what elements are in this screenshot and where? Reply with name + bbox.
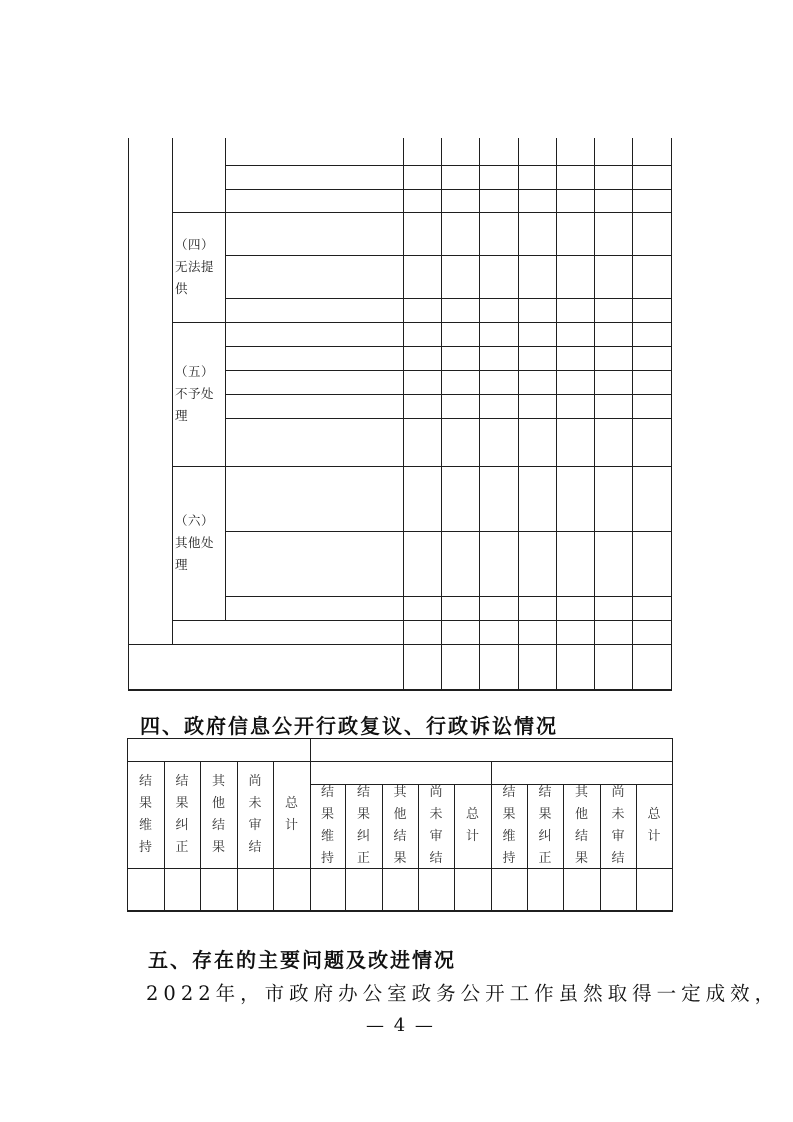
row-value [632,394,671,418]
row-value [479,298,518,322]
row-value [403,531,441,596]
table-rule [491,761,492,911]
row-value [518,298,556,322]
row-value [632,531,671,596]
row-value [556,255,594,298]
row-label [225,596,403,620]
row-value [441,531,479,596]
row-label [225,346,403,370]
row-value [403,466,441,531]
review-litigation-value [600,868,636,910]
column-header-text: 结果纠正 [356,785,370,866]
row-value [518,466,556,531]
row-value [518,418,556,466]
column-header-text: 结果维持 [502,785,516,866]
row-value [518,255,556,298]
row-value [479,531,518,596]
row-value [594,212,632,255]
row-value [479,418,518,466]
row-value [518,370,556,394]
review-column-header [200,761,237,868]
group-label-line: 其他处 [175,535,215,550]
row-value [594,531,632,596]
total-value [518,620,556,644]
row-value [441,466,479,531]
row-value [479,596,518,620]
direct-suit-column-header [454,784,491,868]
group-label-line: （五） [175,364,215,379]
carryover-value [632,644,671,690]
total-value [403,620,441,644]
row-value [556,298,594,322]
row-label [225,418,403,466]
review-litigation-value [454,868,491,910]
row-value [594,165,632,189]
table-rule [636,784,637,911]
row-value [441,298,479,322]
after-review-header [491,761,672,784]
row-value [441,596,479,620]
total-value [479,620,518,644]
row-value [632,298,671,322]
row-value [556,596,594,620]
row-value [479,370,518,394]
row-value [594,418,632,466]
row-value [518,346,556,370]
row-value [632,322,671,346]
review-litigation-value [237,868,273,910]
table-rule [172,466,225,467]
column-header-text: 尚未审结 [429,785,443,866]
column-header-text: 结果维持 [138,773,152,855]
total-value [594,620,632,644]
row-value [441,394,479,418]
after-review-column-header [527,784,563,868]
carryover-value [403,644,441,690]
table-rule [172,322,225,323]
review-litigation-value [636,868,672,910]
group-label-line: 理 [175,557,189,572]
table-rule [594,138,595,690]
row-value [403,322,441,346]
row-value [441,212,479,255]
review-column-header [127,761,164,868]
group-label-line: 不予处 [175,386,215,401]
row-value [518,212,556,255]
row-value [403,394,441,418]
section-5-heading: 五、存在的主要问题及改进情况 [148,948,456,972]
group-label-line: 供 [175,281,189,296]
table-rule [273,761,274,911]
review-litigation-value [563,868,600,910]
column-header-text: 其他结果 [211,773,225,855]
row-value [632,370,671,394]
column-header-text: 其他结果 [393,785,407,866]
row-value [632,418,671,466]
carryover-value [441,644,479,690]
review-litigation-value [127,868,164,910]
review-column-header [273,761,310,868]
carryover-label [128,644,403,690]
row-value [479,138,518,165]
row-value [441,322,479,346]
row-value [441,370,479,394]
row-value [403,255,441,298]
row-value [556,418,594,466]
direct-suit-column-header [382,784,418,868]
row-value [556,370,594,394]
review-litigation-value [200,868,237,910]
total-value [556,620,594,644]
row-value [441,346,479,370]
row-label [225,531,403,596]
row-value [479,394,518,418]
table-rule [527,784,528,911]
row-value [556,189,594,212]
row-value [632,189,671,212]
row-value [594,298,632,322]
carryover-value [594,644,632,690]
table-rule [672,738,673,911]
review-litigation-value [345,868,382,910]
row-value [594,189,632,212]
row-value [479,322,518,346]
after-review-column-header [563,784,600,868]
row-value [594,596,632,620]
row-value [403,370,441,394]
row-value [479,466,518,531]
carryover-value [479,644,518,690]
row-value [403,596,441,620]
row-value [403,165,441,189]
row-value [479,165,518,189]
column-header-text: 尚未审结 [248,773,262,855]
row-value [594,394,632,418]
review-litigation-value [418,868,454,910]
row-value [518,138,556,165]
table-rule [237,761,238,911]
row-value [518,322,556,346]
review-litigation-value [310,868,345,910]
row-value [632,346,671,370]
column-header-text: 结果纠正 [175,773,189,855]
total-value [632,620,671,644]
row-value [594,322,632,346]
section-4-heading: 四、政府信息公开行政复议、行政诉讼情况 [140,714,558,738]
table-rule [454,784,455,911]
row-label [225,394,403,418]
row-value [594,466,632,531]
table-rule [345,784,346,911]
row-value [441,189,479,212]
row-value [403,212,441,255]
row-label [225,165,403,189]
table-rule [164,761,165,911]
row-value [632,165,671,189]
carryover-value [556,644,594,690]
row-value [632,138,671,165]
row-value [594,370,632,394]
group-label-line: 无法提 [175,259,215,274]
direct-suit-column-header [345,784,382,868]
row-value [479,212,518,255]
row-value [556,346,594,370]
litigation-header [310,738,672,761]
page-number: — 4 — [366,1015,435,1036]
table-rule [632,138,633,690]
row-value [632,255,671,298]
row-value [441,138,479,165]
group-label-line: （四） [175,237,215,252]
table-rule [172,212,225,213]
row-value [441,255,479,298]
row-value [403,298,441,322]
total-value [441,620,479,644]
row-value [594,346,632,370]
row-value [518,189,556,212]
review-litigation-value [527,868,563,910]
row-value [556,138,594,165]
column-header-text: 总计 [465,807,479,844]
table-rule [127,868,673,869]
row-value [556,466,594,531]
row-value [632,596,671,620]
review-litigation-value [382,868,418,910]
table-rule [403,138,404,690]
row-label [225,370,403,394]
column-header-text: 尚未审结 [611,785,625,866]
row-label [225,322,403,346]
direct-suit-header [310,761,491,784]
review-litigation-value [164,868,200,910]
row-value [403,138,441,165]
row-value [518,531,556,596]
table-rule [671,138,672,690]
row-value [403,346,441,370]
row-value [518,394,556,418]
row-value [403,418,441,466]
review-litigation-value [273,868,310,910]
review-column-header [164,761,200,868]
row-value [594,255,632,298]
group-label-six [172,466,225,620]
carryover-value [518,644,556,690]
column-header-text: 结果纠正 [538,785,552,866]
row-label [225,138,403,165]
row-value [518,596,556,620]
row-label [225,255,403,298]
total-label [172,620,403,644]
row-value [479,346,518,370]
table-rule [127,910,673,912]
group-label-five [172,322,225,466]
table-rule [128,689,672,691]
row-value [479,255,518,298]
row-value [441,165,479,189]
row-label [225,189,403,212]
row-value [479,189,518,212]
table-rule [563,784,564,911]
review-litigation-value [491,868,527,910]
review-header [127,738,310,761]
table-rule [556,138,557,690]
column-header-text: 结果维持 [320,785,334,866]
after-review-column-header [600,784,636,868]
table-rule [127,761,673,762]
direct-suit-column-header [310,784,345,868]
column-header-text: 总计 [284,795,298,833]
after-review-column-header [636,784,672,868]
table-rule [127,738,673,739]
row-value [556,212,594,255]
row-value [632,466,671,531]
table-rule [128,138,129,690]
row-value [441,418,479,466]
table-rule [200,761,201,911]
row-label [225,298,403,322]
row-value [518,165,556,189]
group-label-four [172,212,225,322]
row-value [403,189,441,212]
table-rule [441,138,442,690]
row-value [556,531,594,596]
after-review-column-header [491,784,527,868]
table-rule [225,138,226,620]
review-column-header [237,761,273,868]
row-value [556,165,594,189]
column-header-text: 其他结果 [574,785,588,866]
column-header-text: 总计 [647,807,661,844]
table-rule [172,138,173,644]
row-value [556,322,594,346]
row-value [556,394,594,418]
table-rule [479,138,480,690]
section-5-paragraph: 2022年，市政府办公室政务公开工作虽然取得一定成效， [146,982,780,1005]
row-label [225,466,403,531]
table-rule [382,784,383,911]
table-rule [310,738,311,911]
row-value [594,138,632,165]
table-rule [127,738,128,911]
group-label-line: （六） [175,513,215,528]
table-rule [518,138,519,690]
row-value [632,212,671,255]
direct-suit-column-header [418,784,454,868]
group-label-line: 理 [175,408,189,423]
table-rule [600,784,601,911]
row-label [225,212,403,255]
table-rule [418,784,419,911]
